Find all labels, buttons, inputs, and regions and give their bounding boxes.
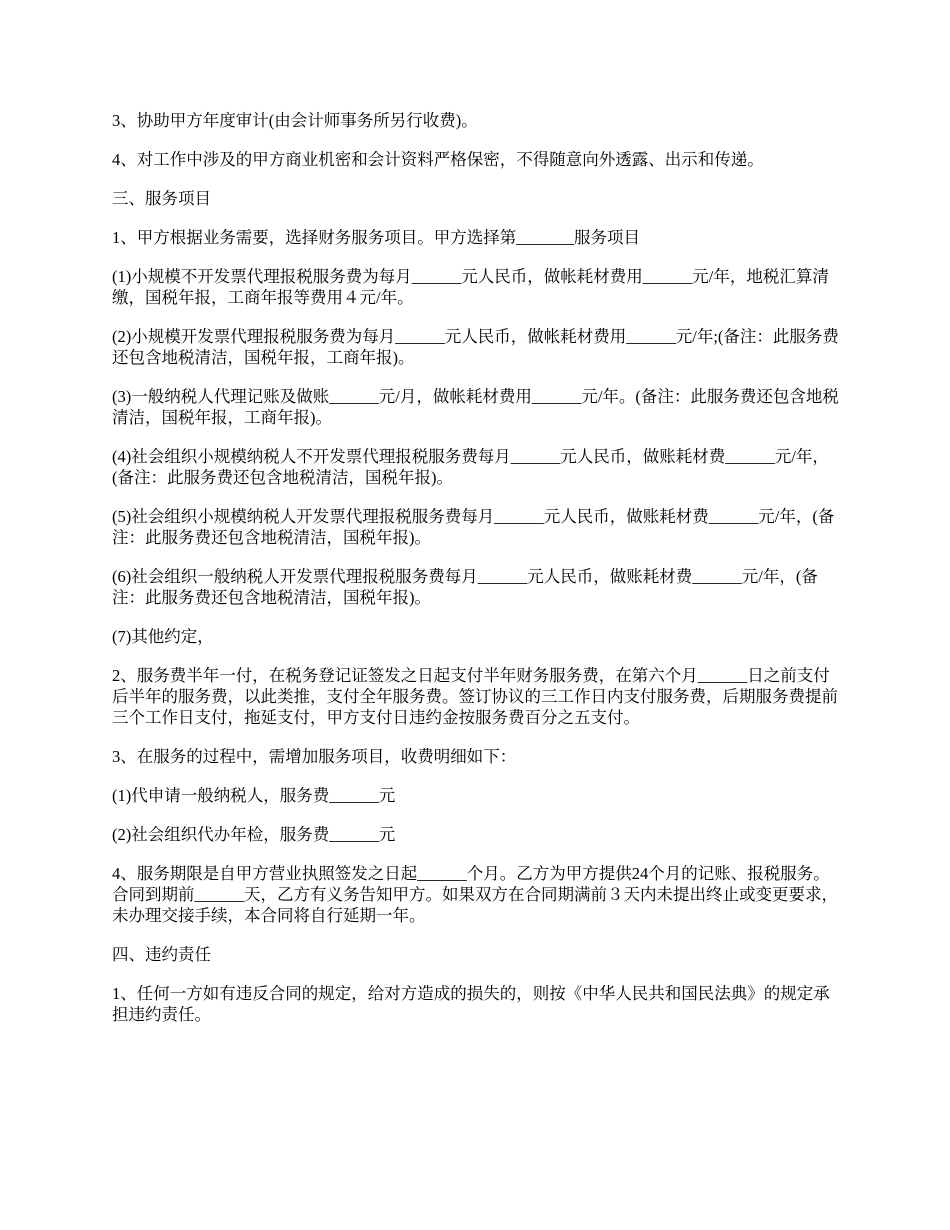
service-item-4: (4)社会组织小规模纳税人不开发票代理报税服务费每月______元人民币，做账耗材费______元/年，(备注：此服务费还包含地税清洁，国税年报)。 <box>112 447 829 487</box>
additional-service-1: (1)代申请一般纳税人，服务费______元 <box>112 786 396 805</box>
section-heading-services: 三、服务项目 <box>112 189 211 208</box>
clause-breach-liability: 1、任何一方如有违反合同的规定，给对方造成的损失的，则按《中华人民共和国民法典》的规定承担违约责任。 <box>112 984 830 1024</box>
service-item-7: (7)其他约定， <box>112 627 214 646</box>
clause-payment-schedule: 2、服务费半年一付，在税务登记证签发之日起支付半年财务服务费，在第六个月______日之前支付后半年的服务费，以此类推，支付全年服务费。签订协议的三工作日内支付服务费，后期服务费提前三个工作日支付，拖延支付，甲方支付日违约金按服务费百分之五支付。 <box>112 666 838 727</box>
additional-service-2: (2)社会组织代办年检，服务费______元 <box>112 825 396 844</box>
section-heading-liability: 四、违约责任 <box>112 945 211 964</box>
clause-service-term: 4、服务期限是自甲方营业执照签发之日起______个月。乙方为甲方提供24个月的记账、报税服务。合同到期前______天，乙方有义务告知甲方。如果双方在合同期满前３天内未提出终止或变更要求，未办理交接手续，本合同将自行延期一年。 <box>112 864 838 925</box>
service-item-3: (3)一般纳税人代理记账及做账______元/月，做帐耗材费用______元/年。(备注：此服务费还包含地税清洁，国税年报，工商年报)。 <box>112 387 839 427</box>
clause-confidentiality: 4、对工作中涉及的甲方商业机密和会计资料严格保密，不得随意向外透露、出示和传递。 <box>112 150 764 169</box>
clause-service-selection: 1、甲方根据业务需要，选择财务服务项目。甲方选择第_______服务项目 <box>112 228 640 247</box>
service-item-6: (6)社会组织一般纳税人开发票代理报税服务费每月______元人民币，做账耗材费______元/年，(备注：此服务费还包含地税清洁，国税年报)。 <box>112 567 818 607</box>
document-page <box>112 110 840 1043</box>
service-item-5: (5)社会组织小规模纳税人开发票代理报税服务费每月______元人民币，做账耗材费______元/年，(备注：此服务费还包含地税清洁，国税年报)。 <box>112 507 835 547</box>
clause-audit: 3、协助甲方年度审计(由会计师事务所另行收费)。 <box>112 111 478 130</box>
service-item-2: (2)小规模开发票代理报税服务费为每月______元人民币，做帐耗材费用______元/年;(备注：此服务费还包含地税清洁，国税年报，工商年报)。 <box>112 327 839 367</box>
clause-additional-services: 3、在服务的过程中，需增加服务项目，收费明细如下： <box>112 747 517 766</box>
service-item-1: (1)小规模不开发票代理报税服务费为每月______元人民币，做帐耗材费用______元/年，地税汇算清缴，国税年报，工商年报等费用４元/年。 <box>112 267 829 307</box>
